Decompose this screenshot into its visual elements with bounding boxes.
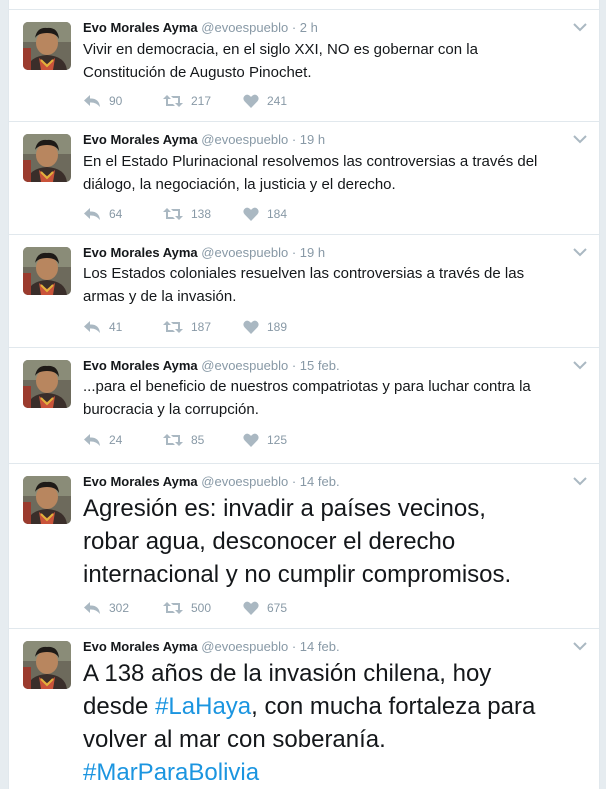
tweet[interactable] xyxy=(9,121,599,234)
retweet-button[interactable] xyxy=(163,207,243,221)
account-name[interactable]: Evo Morales Ayma xyxy=(83,132,198,147)
tweet[interactable] xyxy=(9,234,599,347)
tweet-actions xyxy=(83,318,323,336)
avatar[interactable] xyxy=(23,134,71,182)
retweet-icon xyxy=(163,601,183,615)
tweet-actions xyxy=(83,431,323,449)
tweet-header xyxy=(83,244,559,262)
retweet-icon xyxy=(163,94,183,108)
hashtag-link[interactable]: #LaHaya xyxy=(155,693,252,720)
account-handle[interactable]: @evoespueblo xyxy=(201,639,289,654)
tweet[interactable] xyxy=(9,347,599,463)
heart-icon xyxy=(243,94,259,108)
avatar[interactable] xyxy=(23,360,71,408)
retweet-button[interactable] xyxy=(163,320,243,334)
tweet-time[interactable]: 19 h xyxy=(299,132,326,147)
tweet-time[interactable]: 14 feb. xyxy=(299,474,340,489)
like-button[interactable] xyxy=(243,320,323,334)
retweet-icon xyxy=(163,320,183,334)
like-count: 241 xyxy=(267,94,288,108)
heart-icon xyxy=(243,433,259,447)
retweet-count: 85 xyxy=(191,433,205,447)
retweet-button[interactable] xyxy=(163,601,243,615)
retweet-count: 500 xyxy=(191,601,212,615)
reply-button[interactable] xyxy=(83,601,163,615)
retweet-count: 217 xyxy=(191,94,212,108)
avatar[interactable] xyxy=(23,22,71,70)
tweet-header xyxy=(83,131,559,149)
like-count: 125 xyxy=(267,433,288,447)
like-count: 184 xyxy=(267,207,288,221)
account-handle[interactable]: @evoespueblo xyxy=(201,20,289,35)
account-handle[interactable]: @evoespueblo xyxy=(201,245,289,260)
heart-icon xyxy=(243,207,259,221)
chevron-down-icon[interactable] xyxy=(571,358,589,372)
retweet-count: 138 xyxy=(191,207,212,221)
tweet-time[interactable]: 2 h xyxy=(299,20,318,35)
like-count: 675 xyxy=(267,601,288,615)
chevron-down-icon[interactable] xyxy=(571,20,589,34)
reply-icon xyxy=(83,320,101,334)
tweet-header xyxy=(83,19,559,37)
heart-icon xyxy=(243,601,259,615)
reply-button[interactable] xyxy=(83,433,163,447)
reply-button[interactable] xyxy=(83,94,163,108)
tweet-text xyxy=(83,657,579,789)
avatar[interactable] xyxy=(23,476,71,524)
tweet-actions xyxy=(83,205,323,223)
tweet-text xyxy=(83,150,579,196)
avatar[interactable] xyxy=(23,247,71,295)
tweet-header xyxy=(83,473,559,491)
tweet-text-line: volver al mar con soberanía. xyxy=(83,726,386,753)
account-handle[interactable]: @evoespueblo xyxy=(201,132,289,147)
reply-icon xyxy=(83,601,101,615)
tweet-text-line xyxy=(83,756,579,789)
avatar[interactable] xyxy=(23,641,71,689)
separator-dot: · xyxy=(291,639,297,654)
reply-count: 90 xyxy=(109,94,123,108)
tweet-text xyxy=(83,375,579,421)
chevron-down-icon[interactable] xyxy=(571,639,589,653)
tweet-text-line: A 138 años de la invasión chilena, hoy xyxy=(83,660,492,687)
account-name[interactable]: Evo Morales Ayma xyxy=(83,474,198,489)
retweet-button[interactable] xyxy=(163,94,243,108)
tweet-text-line: internacional y no cumplir compromisos. xyxy=(83,561,512,588)
tweet-text-line: diálogo, la negociación, la justicia y el derecho. xyxy=(83,176,396,193)
reply-count: 302 xyxy=(109,601,130,615)
like-button[interactable] xyxy=(243,601,323,615)
account-name[interactable]: Evo Morales Ayma xyxy=(83,639,198,654)
tweet-text xyxy=(83,492,579,591)
tweet-text-line: Constitución de Augusto Pinochet. xyxy=(83,64,312,81)
tweet-text-line: Vivir en democracia, en el siglo XXI, NO es gobernar con la xyxy=(83,41,478,58)
account-name[interactable]: Evo Morales Ayma xyxy=(83,245,198,260)
tweet-text-line: Agresión es: invadir a países vecinos, xyxy=(83,495,486,522)
retweet-button[interactable] xyxy=(163,433,243,447)
chevron-down-icon[interactable] xyxy=(571,245,589,259)
tweet[interactable] xyxy=(9,9,599,121)
tweet-time[interactable]: 14 feb. xyxy=(299,639,340,654)
tweet-actions xyxy=(83,599,323,617)
account-name[interactable]: Evo Morales Ayma xyxy=(83,358,198,373)
like-button[interactable] xyxy=(243,94,323,108)
tweet-text-line xyxy=(83,690,579,723)
like-count: 189 xyxy=(267,320,288,334)
tweet-text xyxy=(83,38,579,84)
tweet-text-line: Los Estados coloniales resuelven las controversias a través de las xyxy=(83,265,525,282)
separator-dot: · xyxy=(291,358,297,373)
separator-dot: · xyxy=(291,474,297,489)
tweet-text-line: burocracia y la corrupción. xyxy=(83,401,259,418)
reply-button[interactable] xyxy=(83,320,163,334)
reply-count: 24 xyxy=(109,433,123,447)
tweet-text-line: armas y de la invasión. xyxy=(83,288,237,305)
reply-icon xyxy=(83,433,101,447)
retweet-count: 187 xyxy=(191,320,212,334)
tweet-text-segment: desde xyxy=(83,693,156,720)
like-button[interactable] xyxy=(243,433,323,447)
tweet-text xyxy=(83,262,579,308)
tweet-text-line: ...para el beneficio de nuestros compatriotas y para luchar contra la xyxy=(83,378,531,395)
retweet-icon xyxy=(163,433,183,447)
tweet-text-line: robar agua, desconocer el derecho xyxy=(83,528,456,555)
tweet-actions xyxy=(83,92,323,110)
chevron-down-icon[interactable] xyxy=(571,474,589,488)
chevron-down-icon[interactable] xyxy=(571,132,589,146)
separator-dot: · xyxy=(291,132,297,147)
tweet[interactable] xyxy=(9,628,599,789)
tweet-time[interactable]: 15 feb. xyxy=(299,358,340,373)
tweet-time[interactable]: 19 h xyxy=(299,245,326,260)
tweet-text-segment: , con mucha fortaleza para xyxy=(251,693,536,720)
like-button[interactable] xyxy=(243,207,323,221)
hashtag-link[interactable]: #MarParaBolivia xyxy=(83,759,260,786)
reply-count: 41 xyxy=(109,320,123,334)
heart-icon xyxy=(243,320,259,334)
tweet-header xyxy=(83,357,559,375)
reply-button[interactable] xyxy=(83,207,163,221)
timeline xyxy=(8,0,600,789)
tweet[interactable] xyxy=(9,463,599,628)
tweet-header xyxy=(83,638,559,656)
reply-count: 64 xyxy=(109,207,123,221)
account-handle[interactable]: @evoespueblo xyxy=(201,358,289,373)
account-handle[interactable]: @evoespueblo xyxy=(201,474,289,489)
reply-icon xyxy=(83,207,101,221)
account-name[interactable]: Evo Morales Ayma xyxy=(83,20,198,35)
retweet-icon xyxy=(163,207,183,221)
separator-dot: · xyxy=(291,245,297,260)
separator-dot: · xyxy=(291,20,297,35)
reply-icon xyxy=(83,94,101,108)
tweet-text-line: En el Estado Plurinacional resolvemos las controversias a través del xyxy=(83,153,538,170)
